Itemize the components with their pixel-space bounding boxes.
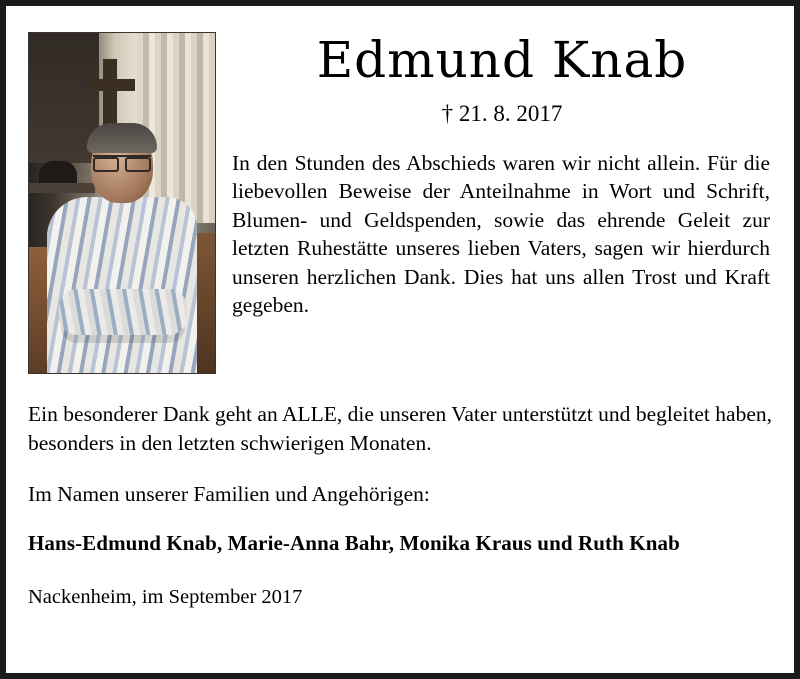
deceased-name: Edmund Knab [316, 31, 688, 89]
thanks-paragraph: Ein besonderer Dank geht an ALLE, die unseren Vater unterstützt und begleitet haben, besonders in den letzten schwierigen Monaten. [28, 402, 772, 456]
body-section [28, 400, 772, 609]
photo-person-torso [47, 197, 197, 373]
place-and-date: Nackenheim, im September 2017 [28, 586, 303, 609]
main-paragraph: In den Stunden des Abschieds waren wir nicht allein. Für die liebevollen Beweise der Anteilnahme in Wort und Schrift, Blumen- und Geldspenden, sowie das ehrende Geleit zur letzten Ruhestätte unseres lieben Vaters, sagen wir hierdurch unseren herzlichen Dank. Dies hat uns allen Trost und Kraft gegeben. [232, 150, 770, 318]
header-section [28, 18, 772, 374]
photo-shelf-object [39, 161, 77, 185]
photo-shelf [29, 183, 95, 193]
photo-column [28, 18, 224, 374]
headline-column [224, 18, 772, 320]
family-names: Hans-Edmund Knab, Marie-Anna Bahr, Monika Kraus und Ruth Knab [28, 531, 680, 556]
signature-intro: Im Namen unserer Familien und Angehörigen: [28, 482, 430, 507]
photo-person-arms [59, 289, 187, 335]
glasses-icon [93, 155, 151, 169]
portrait-photo [28, 32, 216, 374]
crucifix-icon [103, 59, 117, 133]
photo-person-hair [87, 123, 157, 153]
death-date-line: † 21. 8. 2017 [441, 100, 563, 126]
